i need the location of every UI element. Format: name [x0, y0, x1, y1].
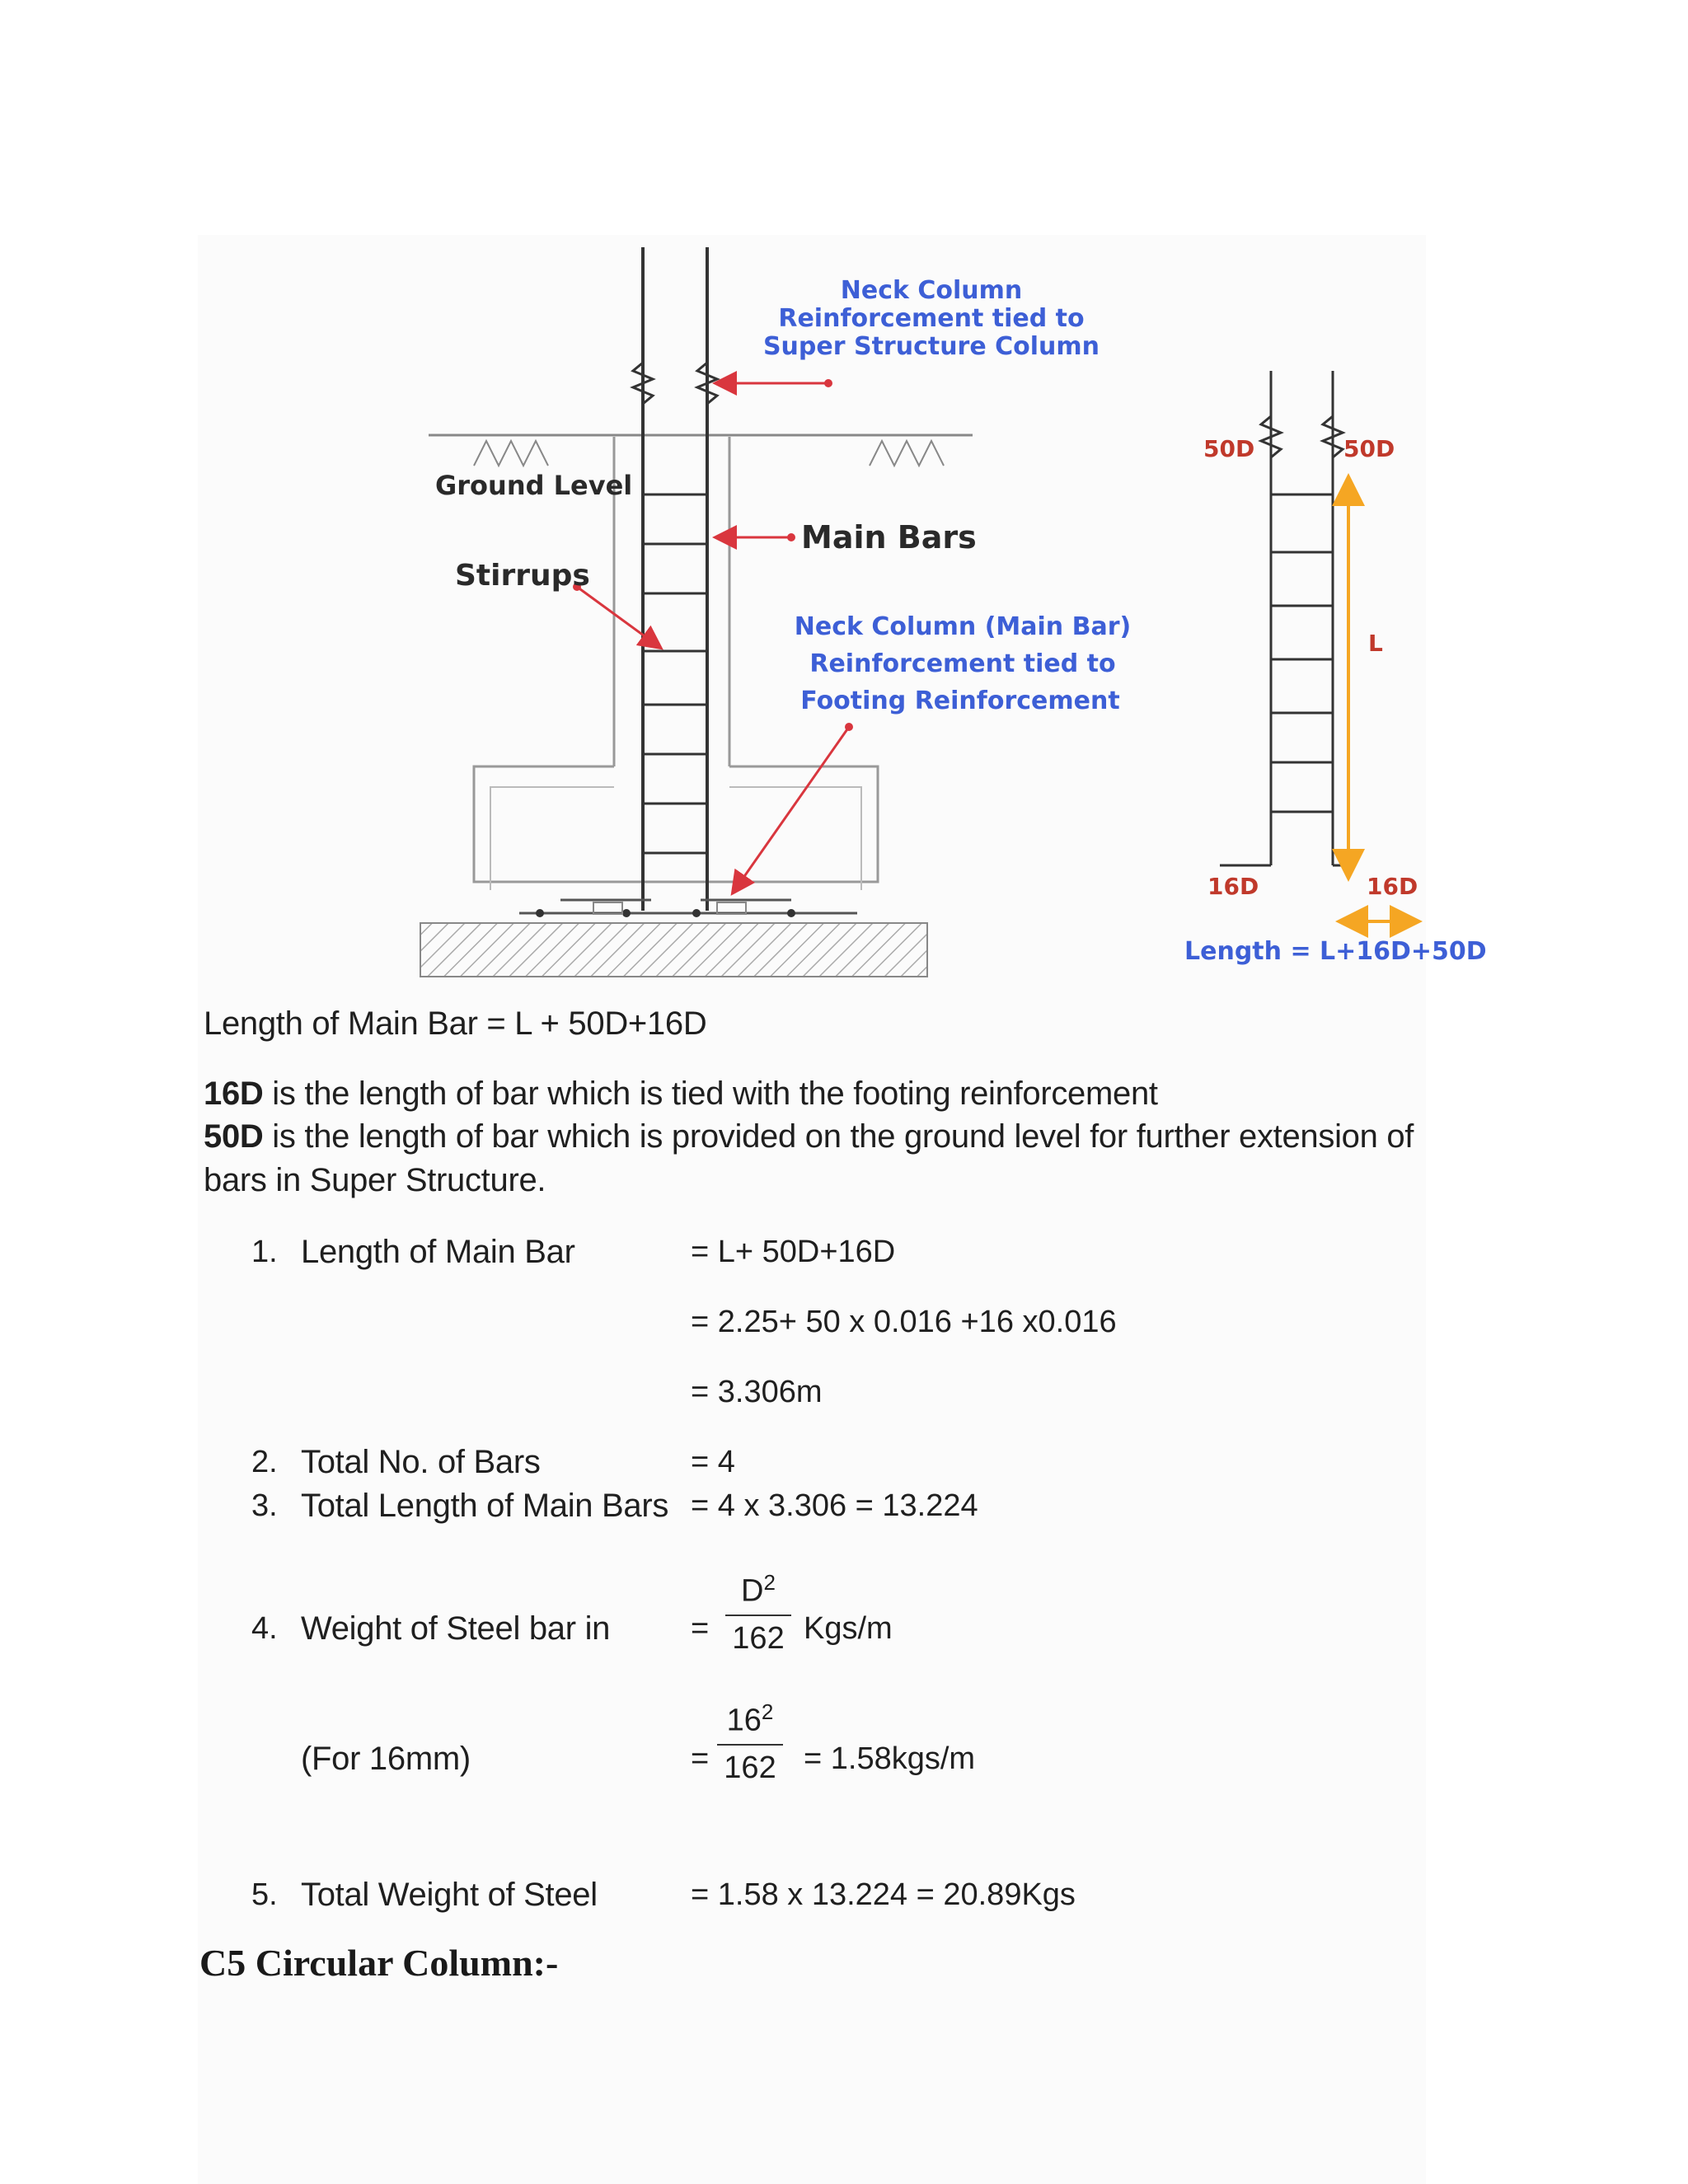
- item4-label: Weight of Steel bar in: [301, 1610, 611, 1647]
- item2-eq: = 4: [691, 1445, 735, 1479]
- item4b-fraction: $16^2$ 162: [717, 1699, 783, 1786]
- label-side-16d-right: 16D: [1367, 873, 1418, 900]
- pcc-bed: [420, 923, 927, 977]
- arrow-footing: [734, 727, 849, 892]
- label-main-bars: Main Bars: [801, 519, 977, 555]
- label-stirrups: Stirrups: [455, 559, 590, 593]
- item1-eq2: = 2.25+ 50 x 0.016 +16 x0.016: [691, 1305, 1117, 1339]
- term-50d: 50D: [204, 1118, 264, 1155]
- ground-symbol-right: [870, 441, 944, 466]
- label-neck-top-2: Reinforcement tied to: [778, 304, 1085, 333]
- definition-50d-continued: bars in Super Structure.: [204, 1162, 546, 1198]
- label-side-L: L: [1368, 630, 1383, 657]
- item2-number: 2.: [251, 1445, 278, 1479]
- section-heading: C5 Circular Column:-: [199, 1942, 559, 1984]
- item1-number: 1.: [251, 1235, 278, 1269]
- item3-label: Total Length of Main Bars: [301, 1488, 669, 1524]
- stirrups-group: [643, 494, 707, 853]
- label-side-16d-left: 16D: [1207, 873, 1259, 900]
- label-side-50d-right: 50D: [1343, 435, 1395, 462]
- length-main-bar-line: Length of Main Bar = L + 50D+16D: [204, 1005, 707, 1042]
- label-neck-foot-1: Neck Column (Main Bar): [794, 612, 1132, 641]
- item3-eq: = 4 x 3.306 = 13.224: [691, 1488, 978, 1523]
- item4-eq-sign: =: [691, 1611, 710, 1646]
- item4b-eq-sign: =: [691, 1741, 710, 1776]
- item4-number: 4.: [251, 1611, 278, 1646]
- footing-outline: [474, 766, 878, 882]
- item2-label: Total No. of Bars: [301, 1444, 541, 1480]
- item5-number: 5.: [251, 1877, 278, 1912]
- footing-inner: [490, 787, 614, 890]
- label-neck-foot-2: Reinforcement tied to: [809, 649, 1116, 678]
- ground-symbol-left: [474, 441, 548, 466]
- item5-eq: = 1.58 x 13.224 = 20.89Kgs: [691, 1877, 1076, 1912]
- term-16d: 16D: [204, 1076, 264, 1112]
- item3-number: 3.: [251, 1488, 278, 1523]
- item1-eq3: = 3.306m: [691, 1375, 823, 1409]
- item5-label: Total Weight of Steel: [301, 1877, 598, 1913]
- definition-16d: 16D is the length of bar which is tied with the footing reinforcement: [204, 1076, 1158, 1112]
- neck-column-diagram: [0, 0, 1688, 989]
- item4b-result: = 1.58kgs/m: [804, 1741, 976, 1776]
- item4b-label: (For 16mm): [301, 1741, 471, 1777]
- item1-eq1: = L+ 50D+16D: [691, 1235, 896, 1269]
- label-neck-top-3: Super Structure Column: [762, 332, 1100, 361]
- item1-label: Length of Main Bar: [301, 1234, 575, 1270]
- label-neck-foot-3: Footing Reinforcement: [800, 687, 1120, 715]
- label-side-50d-left: 50D: [1203, 435, 1255, 462]
- label-side-length: Length = L+16D+50D: [1184, 937, 1487, 966]
- arrow-stirrups: [577, 587, 659, 647]
- label-neck-top-1: Neck Column: [840, 276, 1023, 305]
- definition-50d: 50D is the length of bar which is provided on the ground level for further extension of: [204, 1118, 1414, 1155]
- item4-unit: Kgs/m: [804, 1611, 893, 1646]
- label-ground-level: Ground Level: [435, 470, 633, 501]
- item4-fraction: $D^2$ 162: [725, 1570, 791, 1657]
